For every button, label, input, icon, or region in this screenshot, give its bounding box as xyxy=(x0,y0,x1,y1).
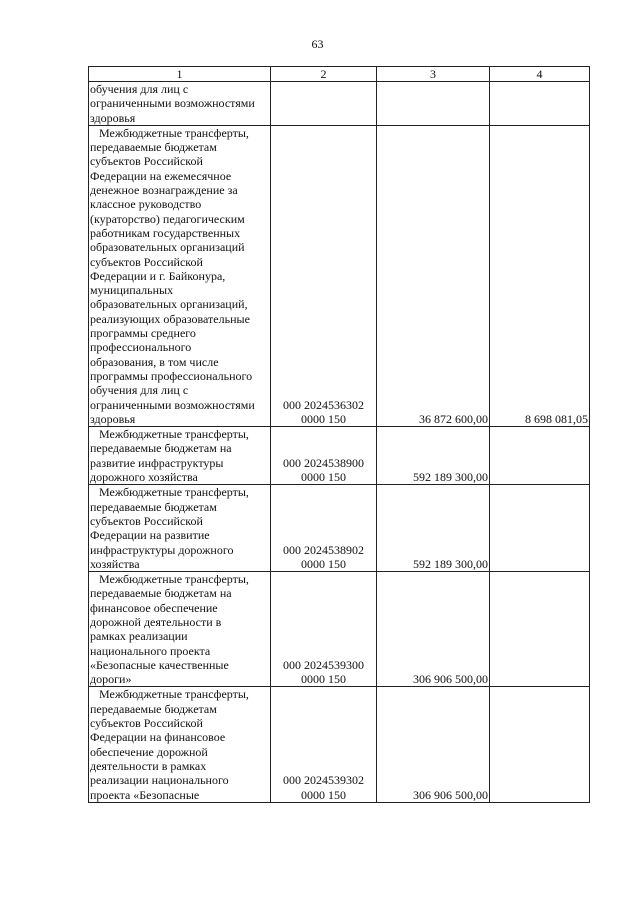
row-name-cell xyxy=(89,427,271,485)
row-amount-col3: 306 906 500,00 xyxy=(377,687,490,802)
row-name-line: передаваемые бюджетам на xyxy=(90,441,232,456)
table-row xyxy=(89,125,590,426)
row-name-line: здоровья xyxy=(90,411,136,426)
row-name-line: образовательных организаций, xyxy=(90,297,248,312)
row-code-cell xyxy=(271,427,377,485)
row-name-line: Федерации на финансовое xyxy=(90,730,226,745)
row-name-line: программы профессионального xyxy=(90,368,253,383)
row-amount-col4 xyxy=(490,572,590,687)
row-name-line: рамках реализации xyxy=(90,629,188,644)
row-name-line: обучения для лиц с xyxy=(90,82,189,96)
row-amount-col3: 592 189 300,00 xyxy=(377,485,490,572)
row-name-line: ограниченными возможностями xyxy=(90,397,255,412)
table-row xyxy=(89,82,590,126)
row-name-line: субъектов Российской xyxy=(90,716,203,731)
row-name-line: Межбюджетные трансферты, xyxy=(99,125,249,140)
row-name-line: Межбюджетные трансферты, xyxy=(99,687,249,702)
row-name-line: классное руководство xyxy=(90,197,202,212)
row-code-line: 0000 150 xyxy=(301,672,346,687)
row-code-cell xyxy=(271,687,377,802)
column-header-1: 1 xyxy=(89,67,271,82)
row-code-line: 000 2024539300 xyxy=(283,657,364,672)
row-name-line: обучения для лиц с xyxy=(90,383,189,398)
row-name-line: передаваемые бюджетам xyxy=(90,499,217,514)
row-name-line: проекта «Безопасные xyxy=(90,787,200,802)
column-header-4: 4 xyxy=(490,67,590,82)
row-name-cell xyxy=(89,485,271,572)
row-code-line: 000 2024538902 xyxy=(283,542,364,557)
row-name-line: реализующих образовательные xyxy=(90,311,250,326)
page-number: 63 xyxy=(311,37,324,51)
row-name-line: (кураторство) педагогическим xyxy=(90,211,245,226)
row-code-line: 0000 150 xyxy=(301,556,346,571)
row-name-line: Федерации и г. Байконура, xyxy=(90,268,226,283)
table-row xyxy=(89,572,590,687)
row-code-cell xyxy=(271,125,377,426)
row-name-cell xyxy=(89,82,271,126)
row-amount-col3: 36 872 600,00 xyxy=(377,125,490,426)
row-name-line: дороги» xyxy=(90,672,132,687)
row-name-line: профессионального xyxy=(90,340,192,355)
row-name-line: Межбюджетные трансферты, xyxy=(99,572,249,587)
row-name-line: дорожного хозяйства xyxy=(90,470,198,485)
row-code-cell xyxy=(271,82,377,126)
row-name-cell xyxy=(89,572,271,687)
row-name-line: субъектов Российской xyxy=(90,513,203,528)
row-name-line: финансовое обеспечение xyxy=(90,600,218,615)
column-header-2: 2 xyxy=(271,67,377,82)
row-name-line: реализации национального xyxy=(90,773,229,788)
row-amount-col3: 592 189 300,00 xyxy=(377,427,490,485)
row-code-cell xyxy=(271,572,377,687)
row-code-cell xyxy=(271,485,377,572)
row-name-line: денежное вознаграждение за xyxy=(90,183,238,198)
row-name-line: хозяйства xyxy=(90,556,140,571)
row-name-line: ограниченными возможностями xyxy=(90,96,255,111)
row-code-line: 000 2024539302 xyxy=(283,773,364,788)
row-name-cell xyxy=(89,687,271,802)
row-name-line: работникам государственных xyxy=(90,225,241,240)
row-name-line: Федерации на развитие xyxy=(90,528,210,543)
row-name-cell xyxy=(89,125,271,426)
row-amount-col4: 8 698 081,05 xyxy=(490,125,590,426)
row-amount-col3: 306 906 500,00 xyxy=(377,572,490,687)
row-name-line: здоровья xyxy=(90,110,136,125)
row-code-line: 0000 150 xyxy=(301,411,346,426)
table-header-row xyxy=(89,67,590,82)
row-code-line: 000 2024536302 xyxy=(283,397,364,412)
row-name-line: субъектов Российской xyxy=(90,154,203,169)
table-body xyxy=(89,82,590,803)
row-name-line: инфраструктуры дорожного xyxy=(90,542,234,557)
row-name-line: «Безопасные качественные xyxy=(90,657,229,672)
row-name-line: Межбюджетные трансферты, xyxy=(99,427,249,442)
row-name-line: развитие инфраструктуры xyxy=(90,455,224,470)
row-name-line: субъектов Российской xyxy=(90,254,203,269)
row-name-line: муниципальных xyxy=(90,283,174,298)
budget-table xyxy=(88,66,590,803)
row-amount-col3 xyxy=(377,82,490,126)
row-code-line: 000 2024538900 xyxy=(283,455,364,470)
row-name-line: Федерации на ежемесячное xyxy=(90,168,232,183)
column-header-3: 3 xyxy=(377,67,490,82)
row-name-line: передаваемые бюджетам xyxy=(90,701,217,716)
row-name-line: национального проекта xyxy=(90,643,211,658)
row-name-line: передаваемые бюджетам на xyxy=(90,586,232,601)
row-name-line: обеспечение дорожной xyxy=(90,744,208,759)
table-row xyxy=(89,485,590,572)
row-name-line: программы среднего xyxy=(90,326,196,341)
row-amount-col4 xyxy=(490,427,590,485)
row-amount-col4 xyxy=(490,687,590,802)
row-name-line: деятельности в рамках xyxy=(90,758,207,773)
row-amount-col4 xyxy=(490,485,590,572)
row-code-line: 0000 150 xyxy=(301,470,346,485)
row-name-line: дорожной деятельности в xyxy=(90,614,222,629)
row-name-line: образования, в том числе xyxy=(90,354,219,369)
row-code-line: 0000 150 xyxy=(301,787,346,802)
table-row xyxy=(89,687,590,802)
row-name-line: образовательных организаций xyxy=(90,240,245,255)
row-amount-col4 xyxy=(490,82,590,126)
table-row xyxy=(89,427,590,485)
row-name-line: передаваемые бюджетам xyxy=(90,140,217,155)
row-name-line: Межбюджетные трансферты, xyxy=(99,485,249,500)
